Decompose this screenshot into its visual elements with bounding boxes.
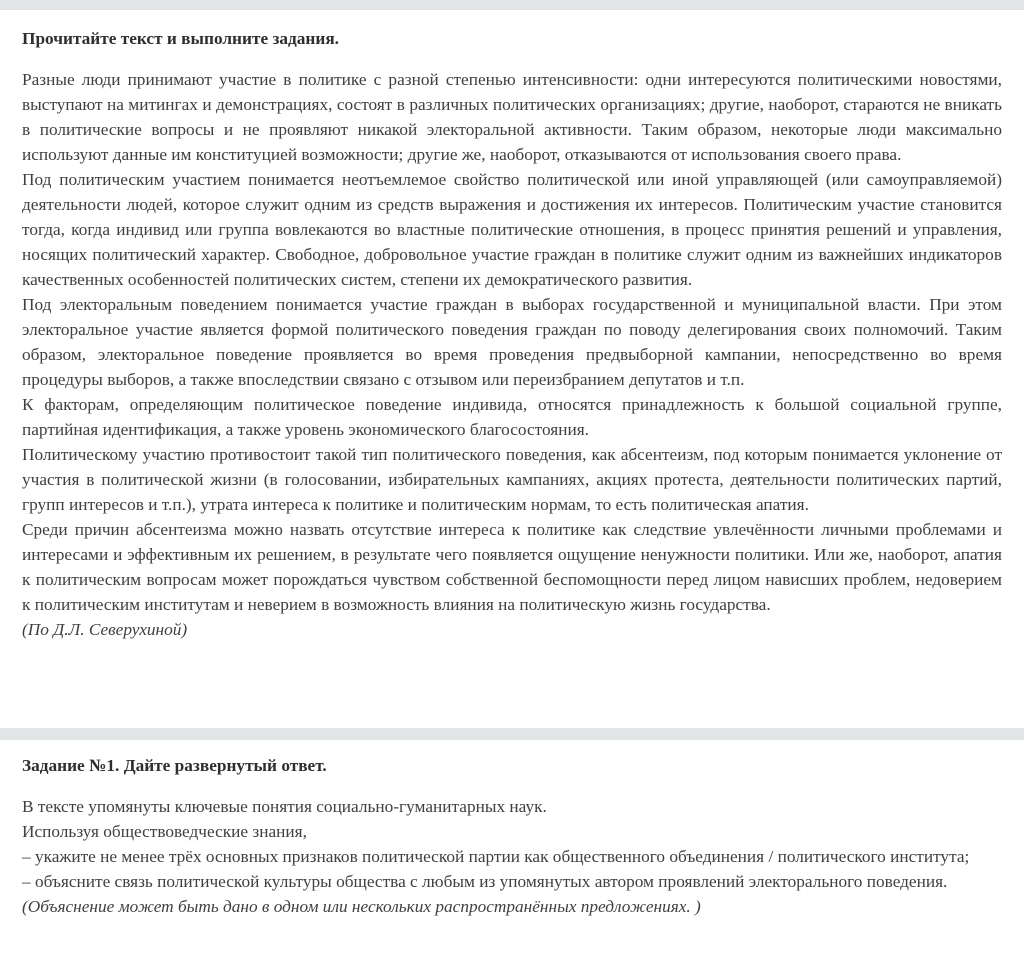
- task-line-1: В тексте упомянуты ключевые понятия социально-гуманитарных наук.: [22, 797, 547, 816]
- task-requirement-1: – укажите не менее трёх основных признаков политической партии как общественного объединения / политического института;: [22, 847, 970, 866]
- reading-text-section: [0, 10, 1024, 728]
- reading-paragraph-4: К факторам, определяющим политическое поведение индивида, относятся принадлежность к большой социальной группе, партийная идентификация, а также уровень экономического благосостояния.: [22, 395, 1002, 439]
- task-line-2: Используя обществоведческие знания,: [22, 822, 307, 841]
- task-note: (Объяснение может быть дано в одном или нескольких распространённых предложениях. ): [22, 897, 701, 916]
- top-separator-band: [0, 0, 1024, 10]
- reading-attribution: (По Д.Л. Северухиной): [22, 620, 188, 639]
- task-section: [0, 740, 1024, 954]
- reading-paragraph-5: Политическому участию противостоит такой тип политического поведения, как абсентеизм, под которым понимается уклонение от участия в политической жизни (в голосовании, избирательных кампаниях, акциях протеста, деятельности политических партий, групп интересов и т.п.), утрата интереса к политике и политическим нормам, то есть политическая апатия.: [22, 445, 1002, 514]
- task-heading: Задание №1. Дайте развернутый ответ.: [22, 756, 327, 775]
- reading-paragraph-6: Среди причин абсентеизма можно назвать отсутствие интереса к политике как следствие увлечённости личными проблемами и интересами и эффективным их решением, в результате чего появляется ощущение ненужности политики. Или же, наоборот, апатия к политическим вопросам может порождаться чувством собственной беспомощности перед лицом нависших проблем, недоверием к политическим институтам и неверием в возможность влияния на политическую жизнь государства.: [22, 520, 1002, 614]
- section-separator-band: [0, 728, 1024, 740]
- reading-paragraph-3: Под электоральным поведением понимается участие граждан в выборах государственной и муниципальной власти. При этом электоральное участие является формой политического поведения граждан по поводу делегирования своих полномочий. Таким образом, электоральное поведение проявляется во время проведения предвыборной кампании, непосредственно во время процедуры выборов, а также впоследствии связано с отзывом или переизбранием депутатов и т.п.: [22, 295, 1002, 389]
- reading-section-heading: Прочитайте текст и выполните задания.: [22, 29, 340, 48]
- reading-paragraph-2: Под политическим участием понимается неотъемлемое свойство политической или иной управляющей (или самоуправляемой) деятельности людей, которое служит одним из средств выражения и достижения их интересов. Политическим участие становится тогда, когда индивид или группа вовлекаются во властные политические отношения, в процесс принятия решений и управления, носящих политический характер. Свободное, добровольное участие граждан в политике служит одним из важнейших индикаторов качественных особенностей политических систем, степени их демократического развития.: [22, 170, 1002, 289]
- task-requirement-2: – объясните связь политической культуры общества с любым из упомянутых автором проявлений электорального поведения.: [22, 872, 948, 891]
- reading-paragraph-1: Разные люди принимают участие в политике с разной степенью интенсивности: одни интересуются политическими новостями, выступают на митингах и демонстрациях, состоят в различных политических организациях; другие, наоборот, стараются не вникать в политические вопросы и не проявляют никакой электоральной активности. Таким образом, некоторые люди максимально используют данные им конституцией возможности; другие же, наоборот, отказываются от использования своего права.: [22, 70, 1002, 164]
